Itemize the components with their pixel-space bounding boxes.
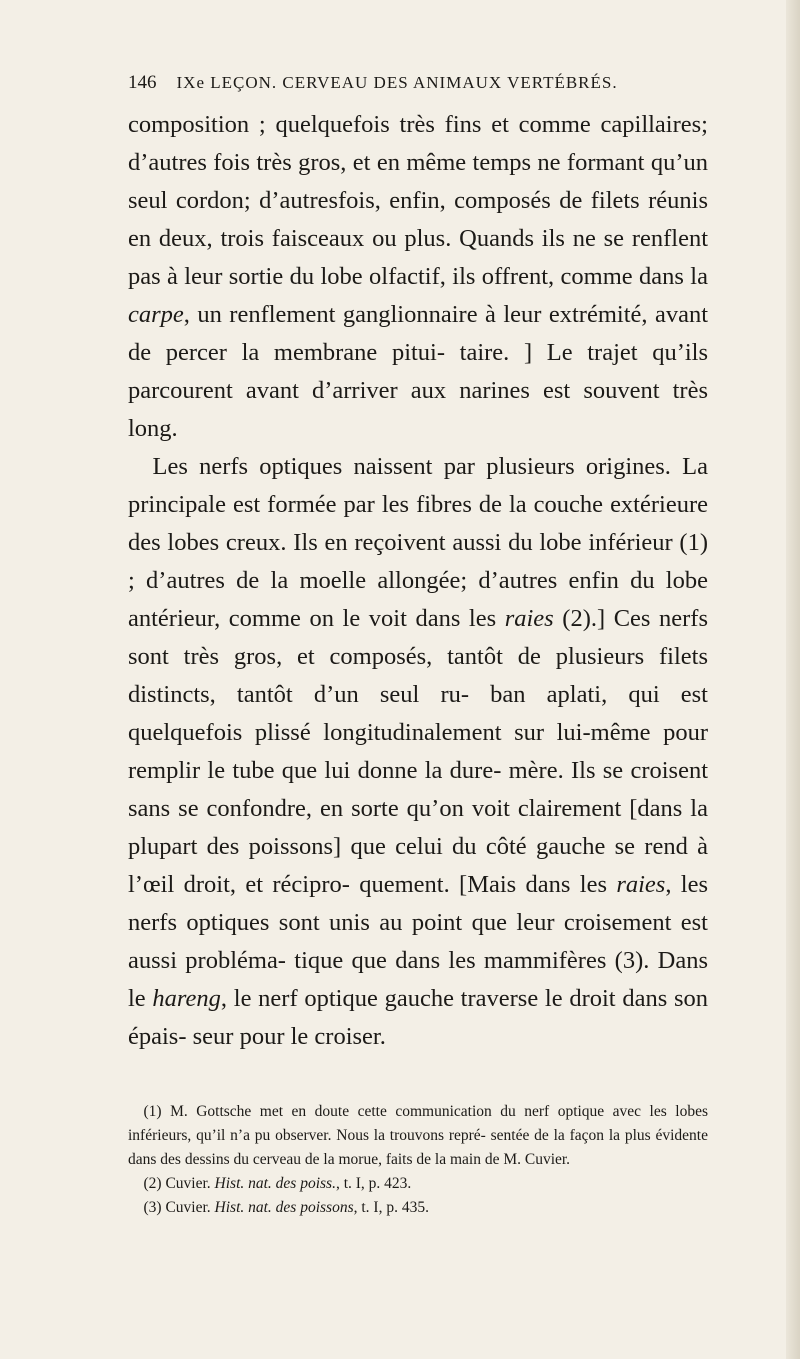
- footnote-2: (2) Cuvier. Hist. nat. des poiss., t. I, p. 423.: [143, 1175, 412, 1192]
- footnotes: [128, 1100, 708, 1220]
- page-number: 146: [128, 72, 157, 93]
- chapter-title: IXe LEÇON. CERVEAU DES ANIMAUX VERTÉBRÉS.: [176, 73, 618, 92]
- footnote-1: (1) M. Gottsche met en doute cette communication du nerf optique avec les lobes inférieurs, qu’il n’a pu observer. Nous la trouvons repré- sentée de la façon la plus évidente dans des dessins du cerveau de la morue, faits de la main de M. Cuvier.: [128, 1103, 708, 1168]
- paragraph-olfactory-nerves: composition ; quelquefois très fins et comme capillaires; d’autres fois très gros, et en même temps ne formant qu’un seul cordon; d’autresfois, enfin, composés de filets réunis en deux, trois faisceaux ou plus. Quands ils ne se renflent pas à leur sortie du lobe olfactif, ils offrent, comme dans la carpe, un renflement ganglionnaire à leur extrémité, avant de percer la membrane pitui- taire. ] Le trajet qu’ils parcourent avant d’arriver aux narines est souvent très long.: [128, 111, 708, 442]
- running-head: [128, 72, 708, 94]
- footnote-3: (3) Cuvier. Hist. nat. des poissons, t. I, p. 435.: [143, 1199, 429, 1216]
- body-text: [128, 106, 708, 1056]
- page-edge: [786, 0, 800, 1359]
- paragraph-optic-nerves: Les nerfs optiques naissent par plusieurs origines. La principale est formée par les fibres de la couche extérieure des lobes creux. Ils en reçoivent aussi du lobe inférieur (1) ; d’autres de la moelle allongée; d’autres enfin du lobe antérieur, comme on le voit dans les raies (2).] Ces nerfs sont très gros, et composés, tantôt de plusieurs filets distincts, tantôt d’un seul ru- ban aplati, qui est quelquefois plissé longitudinalement sur lui-même pour remplir le tube que lui donne la dure- mère. Ils se croisent sans se confondre, en sorte qu’on voit clairement [dans la plupart des poissons] que celui du côté gauche se rend à l’œil droit, et récipro- quement. [Mais dans les raies, les nerfs optiques sont unis au point que leur croisement est aussi probléma- tique que dans les mammifères (3). Dans le hareng, le nerf optique gauche traverse le droit dans son épais- seur pour le croiser.: [128, 453, 709, 1050]
- book-page: [128, 72, 708, 1220]
